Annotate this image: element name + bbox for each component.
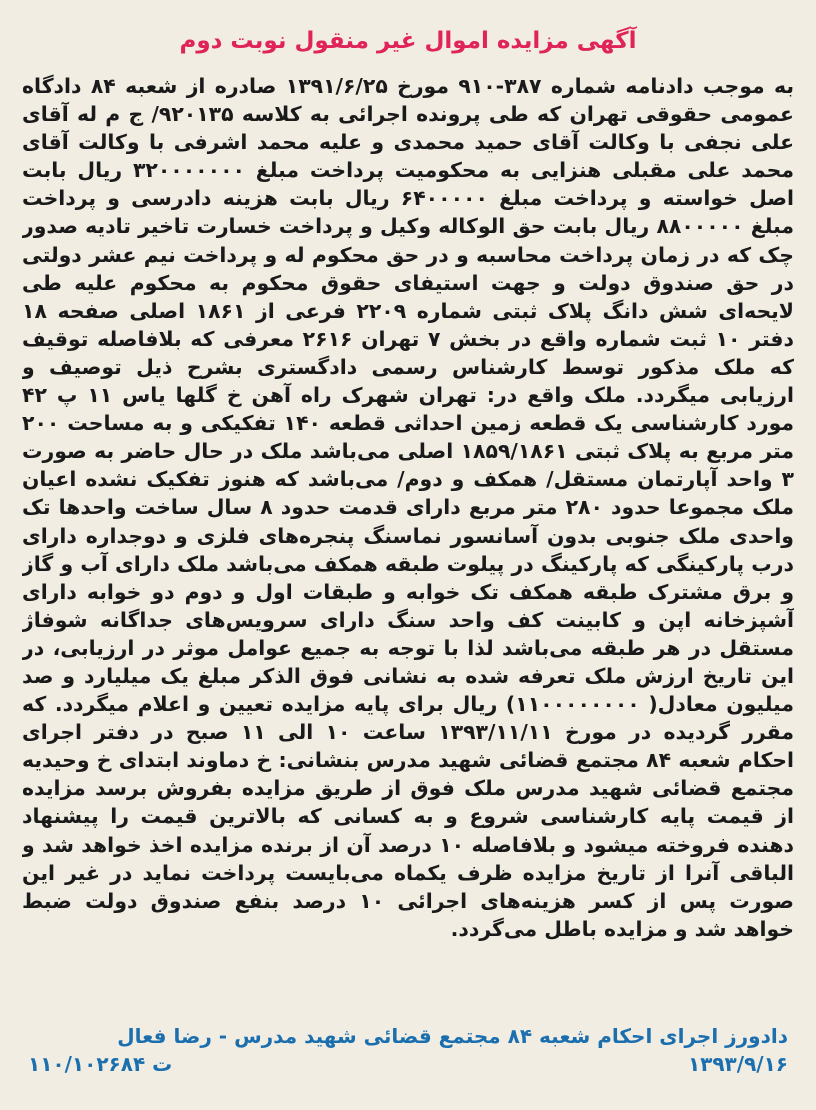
notice-body: به موجب دادنامه شماره ۳۸۷-۹۱۰ مورخ ۱۳۹۱/۶/۲۵ صادره از شعبه ۸۴ دادگاه عمومی حقوقی تهران که طی پرونده اجرائی به کلاسه ۹۲۰۱۳۵/ ج م له آقای علی نجفی با وکالت آقای حمید محمدی و علیه محمد اشرفی با وکالت آقای محمد علی مقبلی هنزایی به محکومیت پرداخت مبلغ ۳۲۰۰۰۰۰۰۰ ریال بابت اصل خواسته و پرداخت مبلغ ۶۴۰۰۰۰۰ ریال بابت هزینه دادرسی و پرداخت مبلغ ۸۸۰۰۰۰۰ ریال بابت حق الوکاله وکیل و پرداخت خسارت تاخیر تادیه صدور چک که در زمان پرداخت محاسبه و در حق محکوم له و پرداخت نیم عشر دولتی در حق صندوق دولت و جهت استیفای حقوق محکوم به محکوم علیه طی لایحه‌ای شش دانگ پلاک ثبتی شماره ۲۲۰۹ فرعی از ۱۸۶۱ اصلی صفحه ۱۸ دفتر ۱۰ ثبت شماره واقع در بخش ۷ تهران ۲۶۱۶ معرفی که بلافاصله توقیف که ملک مذکور توسط کارشناس رسمی دادگستری بشرح ذیل توصیف و ارزیابی میگردد. ملک واقع در: تهران شهرک راه آهن خ گلها یاس ۱۱ پ ۴۲ مورد کارشناسی یک قطعه زمین احداثی قطعه ۱۴۰ تفکیکی و به مساحت ۲۰۰ متر مربع به پلاک ثبتی ۱۸۵۹/۱۸۶۱ اصلی می‌باشد ملک در حال حاضر به صورت ۳ واحد آپارتمان مستقل/ همکف و دوم/ می‌باشد که هنوز تفکیک نشده اعیان ملک مجموعا حدود ۲۸۰ متر مربع دارای قدمت حدود ۸ سال ساخت واحدها تک واحدی ملک جنوبی بدون آسانسور نماسنگ پنجره‌های فلزی و دوجداره دارای درب پارکینگی که پارکینگ در پیلوت طبقه همکف می‌باشد ملک دارای آب و گاز و برق مشترک طبقه همکف تک خوابه و طبقات اول و دوم دو خوابه دارای آشپزخانه اپن و کابینت کف واحد سنگ دارای سرویس‌های جداگانه شوفاژ مستقل در هر طبقه می‌باشد لذا با توجه به جمیع عوامل موثر در ارزیابی، در این تاریخ ارزش ملک تعرفه شده به نشانی فوق الذکر مبلغ یک میلیارد و صد میلیون معادل( ۱۱۰۰۰۰۰۰۰۰) ریال برای پایه مزایده تعیین و اعلام میگردد. که مقرر گردیده در مورخ ۱۳۹۳/۱۱/۱۱ ساعت ۱۰ الی ۱۱ صبح در دفتر اجرای احکام شعبه ۸۴ مجتمع قضائی شهید مدرس بنشانی: خ دماوند ابتدای خ وحیدیه مجتمع قضائی شهید مدرس ملک فوق از طریق مزایده بفروش برسد مزایده از قیمت پایه کارشناسی شروع و به کسانی که بالاترین قیمت را پیشنهاد دهنده فروخته میشود و بلافاصله ۱۰ درصد آن از برنده مزایده اخذ خواهد شد و الباقی آنرا از تاریخ مزایده ظرف یکماه می‌بایست پرداخت نماید در غیر این صورت پس از کسر هزینه‌های اجرائی ۱۰ درصد بنفع صندوق دولت ضبط خواهد شد و مزایده باطل می‌گردد. xyxy=(22,74,794,941)
signature-line: دادورز اجرای احکام شعبه ۸۴ مجتمع قضائی شهید مدرس - رضا فعال xyxy=(117,1024,788,1048)
notice-title: آگهی مزایده اموال غیر منقول نوبت دوم xyxy=(179,28,637,54)
publication-date: ۱۳۹۳/۹/۱۶ xyxy=(687,1052,788,1076)
notice-footer xyxy=(28,1022,788,1078)
footer-signature-row xyxy=(28,1022,788,1050)
reference-number: ت ۱۱۰/۱۰۲۶۸۴ xyxy=(28,1052,173,1076)
footer-meta-row xyxy=(28,1050,788,1078)
